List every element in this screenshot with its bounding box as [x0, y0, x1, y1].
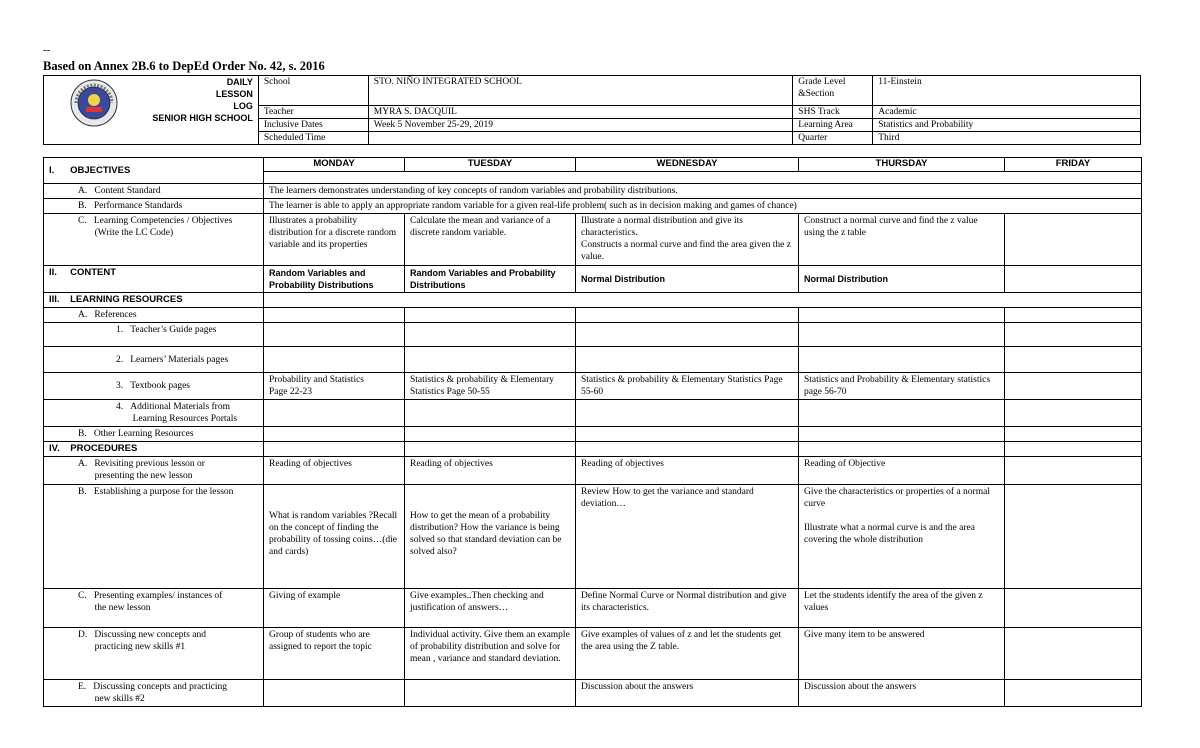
- presenting-wednesday: Define Normal Curve or Normal distribution and give its characteristics.: [576, 589, 799, 628]
- dll-title: [133, 76, 258, 145]
- discussing1-wednesday: Give examples of values of z and let the students get the area using the Z table.: [576, 628, 799, 680]
- procedures-wednesday: [576, 442, 799, 457]
- label-presenting: C. Presenting examples/ instances of the new lesson: [44, 589, 264, 628]
- textbook-monday: Probability and Statistics Page 22-23: [264, 373, 405, 400]
- label-content-standard: A. Content Standard: [44, 184, 264, 199]
- additional-monday: [264, 400, 405, 427]
- dates-value: Week 5 November 25-29, 2019: [368, 119, 793, 132]
- track-value: Academic: [873, 106, 1141, 119]
- lesson-table: [43, 157, 1142, 707]
- additional-wednesday: [576, 400, 799, 427]
- day-tuesday: TUESDAY: [405, 158, 576, 172]
- other-thursday: [799, 427, 1005, 442]
- tg-thursday: [799, 323, 1005, 347]
- other-monday: [264, 427, 405, 442]
- other-tuesday: [405, 427, 576, 442]
- presenting-monday: Giving of example: [264, 589, 405, 628]
- purpose-thursday: Give the characteristics or properties of a normal curve Illustrate what a normal curve is and the area covering the whole distribution: [799, 485, 1005, 589]
- discussing2-tuesday: [405, 680, 576, 707]
- textbook-friday: [1005, 373, 1142, 400]
- label-competencies: C. Learning Competencies / Objectives (Write the LC Code): [44, 214, 264, 266]
- school-label: School: [258, 76, 368, 106]
- purpose-friday: [1005, 485, 1142, 589]
- revisiting-monday: Reading of objectives: [264, 457, 405, 485]
- content-monday: Random Variables and Probability Distributions: [264, 266, 405, 293]
- content-friday: [1005, 266, 1142, 293]
- discussing1-tuesday: Individual activity. Give them an example of probability distribution and solve for mean , variance and standard deviation.: [405, 628, 576, 680]
- dll-line: LOG: [233, 101, 253, 111]
- tg-tuesday: [405, 323, 576, 347]
- label-teachers-guide: 1. Teacher’s Guide pages: [44, 323, 264, 347]
- additional-friday: [1005, 400, 1142, 427]
- day-wednesday: WEDNESDAY: [576, 158, 799, 172]
- dll-line: LESSON: [215, 89, 253, 99]
- other-wednesday: [576, 427, 799, 442]
- additional-tuesday: [405, 400, 576, 427]
- content-standard-text: The learners demonstrates understanding of key concepts of random variables and probability distributions.: [264, 184, 1142, 199]
- teacher-label: Teacher: [258, 106, 368, 119]
- references-monday: [264, 308, 405, 323]
- textbook-thursday: Statistics and Probability & Elementary statistics page 56-70: [799, 373, 1005, 400]
- teacher-value: MYRA S. DACQUIL: [368, 106, 793, 119]
- references-thursday: [799, 308, 1005, 323]
- section-procedures: IV. PROCEDURES: [44, 442, 264, 457]
- revisiting-wednesday: Reading of objectives: [576, 457, 799, 485]
- objectives-blank: [264, 172, 1142, 184]
- textbook-wednesday: Statistics & probability & Elementary Statistics Page 55-60: [576, 373, 799, 400]
- section-content: II. CONTENT: [44, 266, 264, 293]
- time-label: Scheduled Time: [258, 132, 368, 145]
- tg-friday: [1005, 323, 1142, 347]
- label-performance-standards: B. Performance Standards: [44, 199, 264, 214]
- deped-seal-icon: [69, 78, 119, 128]
- logo-cell: [44, 76, 134, 145]
- procedures-friday: [1005, 442, 1142, 457]
- label-revisiting: A. Revisiting previous lesson or presenting the new lesson: [44, 457, 264, 485]
- content-wednesday: Normal Distribution: [576, 266, 799, 293]
- references-wednesday: [576, 308, 799, 323]
- day-friday: FRIDAY: [1005, 158, 1142, 172]
- lm-thursday: [799, 347, 1005, 373]
- dll-line: SENIOR HIGH SCHOOL: [152, 113, 253, 123]
- purpose-monday: What is random variables ?Recall on the concept of finding the probability of tossing coins…(die and cards): [264, 485, 405, 589]
- other-friday: [1005, 427, 1142, 442]
- content-tuesday: Random Variables and Probability Distributions: [405, 266, 576, 293]
- competency-thursday: Construct a normal curve and find the z value using the z table: [799, 214, 1005, 266]
- procedures-monday: [264, 442, 405, 457]
- time-value: [368, 132, 793, 145]
- tg-monday: [264, 323, 405, 347]
- references-friday: [1005, 308, 1142, 323]
- content-thursday: Normal Distribution: [799, 266, 1005, 293]
- label-references: A. References: [44, 308, 264, 323]
- lm-friday: [1005, 347, 1142, 373]
- discussing2-wednesday: Discussion about the answers: [576, 680, 799, 707]
- label-purpose: B. Establishing a purpose for the lesson: [44, 485, 264, 589]
- discussing2-monday: [264, 680, 405, 707]
- school-value: STO. NIÑO INTEGRATED SCHOOL: [368, 76, 793, 106]
- discussing1-monday: Group of students who are assigned to report the topic: [264, 628, 405, 680]
- presenting-tuesday: Give examples..Then checking and justification of answers…: [405, 589, 576, 628]
- section-objectives: I. OBJECTIVES: [44, 158, 264, 184]
- discussing2-friday: [1005, 680, 1142, 707]
- procedures-tuesday: [405, 442, 576, 457]
- track-label: SHS Track: [793, 106, 873, 119]
- label-discussing-1: D. Discussing new concepts and practicing new skills #1: [44, 628, 264, 680]
- revisiting-friday: [1005, 457, 1142, 485]
- performance-standards-text: The learner is able to apply an appropriate random variable for a given real-life problem( such as in decision making and games of chance): [264, 199, 1142, 214]
- label-learners-materials: 2. Learners’ Materials pages: [44, 347, 264, 373]
- lm-wednesday: [576, 347, 799, 373]
- label-other-resources: B. Other Learning Resources: [44, 427, 264, 442]
- header-table: [43, 75, 1141, 145]
- competency-wednesday: Illustrate a normal distribution and give its characteristics. Constructs a normal curve and find the area given the z value.: [576, 214, 799, 266]
- section-resources: III. LEARNING RESOURCES: [44, 293, 264, 308]
- competency-monday: Illustrates a probability distribution for a discrete random variable and its properties: [264, 214, 405, 266]
- discussing2-thursday: Discussion about the answers: [799, 680, 1005, 707]
- discussing1-thursday: Give many item to be answered: [799, 628, 1005, 680]
- resources-blank: [264, 293, 1142, 308]
- presenting-friday: [1005, 589, 1142, 628]
- day-thursday: THURSDAY: [799, 158, 1005, 172]
- discussing1-friday: [1005, 628, 1142, 680]
- annex-title: Based on Annex 2B.6 to DepEd Order No. 42, s. 2016: [43, 59, 325, 73]
- lm-monday: [264, 347, 405, 373]
- presenting-thursday: Let the students identify the area of the given z values: [799, 589, 1005, 628]
- label-textbook: 3. Textbook pages: [44, 373, 264, 400]
- revisiting-thursday: Reading of Objective: [799, 457, 1005, 485]
- lm-tuesday: [405, 347, 576, 373]
- label-additional-materials: 4. Additional Materials from Learning Resources Portals: [44, 400, 264, 427]
- competency-friday: [1005, 214, 1142, 266]
- quarter-value: Third: [873, 132, 1141, 145]
- day-monday: MONDAY: [264, 158, 405, 172]
- dates-label: Inclusive Dates: [258, 119, 368, 132]
- dll-line: DAILY: [226, 77, 253, 87]
- dash-mark: --: [43, 44, 51, 56]
- grade-value: 11-Einstein: [873, 76, 1141, 106]
- purpose-wednesday: Review How to get the variance and standard deviation…: [576, 485, 799, 589]
- area-label: Learning Area: [793, 119, 873, 132]
- competency-tuesday: Calculate the mean and variance of a discrete random variable.: [405, 214, 576, 266]
- label-discussing-2: E. Discussing concepts and practicing new skills #2: [44, 680, 264, 707]
- additional-thursday: [799, 400, 1005, 427]
- grade-label: Grade Level &Section: [793, 76, 873, 106]
- tg-wednesday: [576, 323, 799, 347]
- purpose-tuesday: How to get the mean of a probability distribution? How the variance is being solved so that standard deviation can be solved also?: [405, 485, 576, 589]
- procedures-thursday: [799, 442, 1005, 457]
- area-value: Statistics and Probability: [873, 119, 1141, 132]
- textbook-tuesday: Statistics & probability & Elementary Statistics Page 50-55: [405, 373, 576, 400]
- revisiting-tuesday: Reading of objectives: [405, 457, 576, 485]
- references-tuesday: [405, 308, 576, 323]
- quarter-label: Quarter: [793, 132, 873, 145]
